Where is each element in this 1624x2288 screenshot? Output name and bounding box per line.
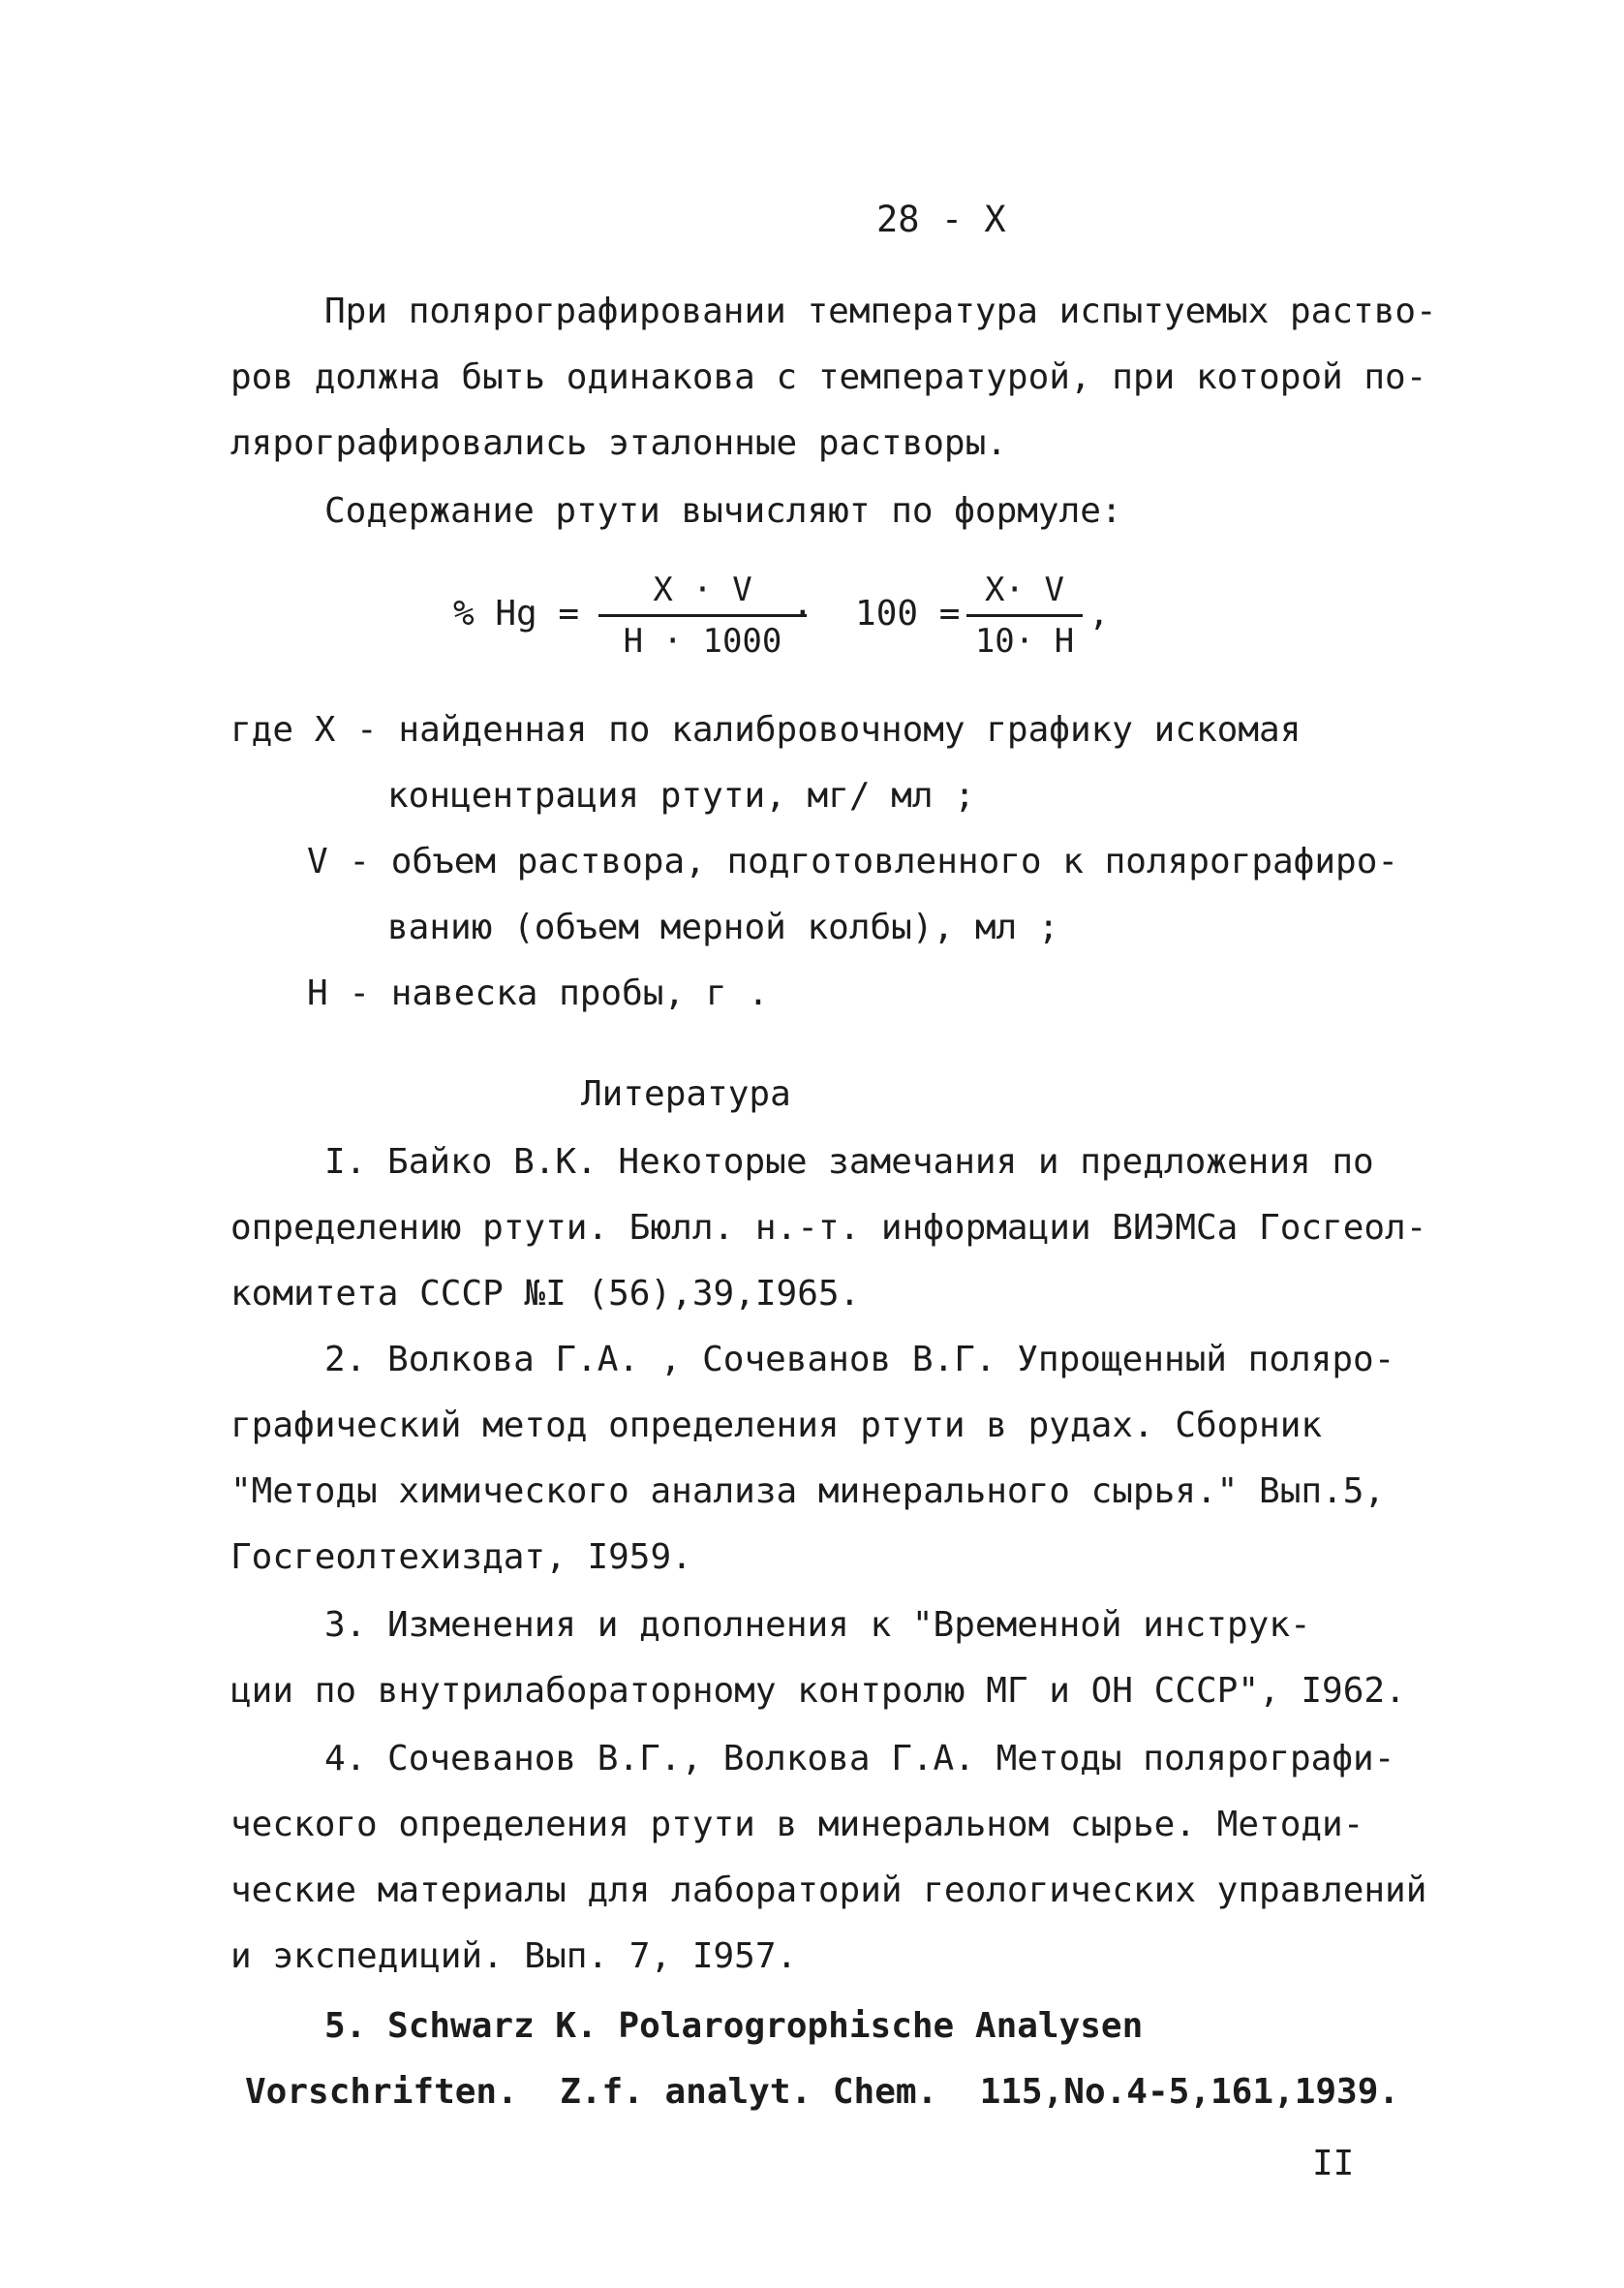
formula-intro: Содержание ртути вычисляют по формуле: [324,491,1122,531]
formula-tail: , [1088,594,1110,634]
reference-4-line-3: ческие материалы для лабораторий геологических управлений [230,1871,1427,1910]
fraction-bar [598,614,807,617]
reference-2-line-3: "Методы химического анализа минерального сырья." Вып.5, [230,1471,1386,1511]
fraction-bar [966,614,1083,617]
reference-1-line-3: комитета СССР №I (56),39,I965. [230,1274,861,1314]
legend-v-line-2: ванию (объем мерной колбы), мл ; [387,908,1059,947]
formula-multiplier: · 100 = [792,594,961,634]
formula-lhs: % Hg = [453,594,580,634]
page-number: II [1312,2144,1355,2183]
legend-x-line-2: концентрация ртути, мг/ мл ; [387,776,975,816]
intro-line-2: ров должна быть одинакова с температурой, при которой по- [230,357,1427,397]
reference-2-line-2: графический метод определения ртути в рудах. Сборник [230,1406,1323,1445]
formula-fraction-1 [598,570,807,662]
intro-line-3: лярографировались эталонные растворы. [230,423,1007,463]
formula-fraction-1-denominator: H · 1000 [623,622,782,661]
reference-3-line-2: ции по внутрилабораторному контролю МГ и ОН СССР", I962. [230,1671,1406,1711]
legend-h-line-1: Н - навеска пробы, г . [307,974,769,1013]
literature-heading: Литература [581,1074,791,1114]
reference-1-line-2: определению ртути. Бюлл. н.-т. информации ВИЭМСа Госгеол- [230,1208,1427,1248]
reference-5-line-2: Vorschriften. Z.f. analyt. Chem. 115,No.4-5,161,1939. [245,2072,1400,2112]
legend-v-line-1: V - объем раствора, подготовленного к полярографиро- [307,842,1399,881]
formula-fraction-2-denominator: 10· H [974,622,1075,661]
reference-4-line-1: 4. Сочеванов В.Г., Волкова Г.А. Методы полярографи- [324,1739,1395,1778]
reference-5-line-1: 5. Schwarz K. Polarogrophische Analysen [324,2006,1144,2046]
formula-fraction-2 [966,570,1083,662]
legend-x-line-1: где X - найденная по калибровочному графику искомая [230,710,1302,750]
reference-4-line-4: и экспедиций. Вып. 7, I957. [230,1936,798,1976]
reference-2-line-1: 2. Волкова Г.А. , Сочеванов В.Г. Упрощенный поляро- [324,1340,1395,1379]
formula-fraction-2-numerator: X· V [985,571,1064,609]
formula-fraction-1-numerator: X · V [653,571,752,609]
reference-4-line-2: ческого определения ртути в минеральном сырье. Методи- [230,1805,1364,1844]
reference-3-line-1: 3. Изменения и дополнения к "Временной инструк- [324,1605,1311,1645]
reference-2-line-4: Госгеолтехиздат, I959. [230,1537,692,1577]
page-header: 28 - Х [876,199,1006,240]
reference-1-line-1: I. Байко В.К. Некоторые замечания и предложения по [324,1142,1374,1182]
intro-line-1: При полярографировании температура испытуемых раство- [324,292,1437,331]
